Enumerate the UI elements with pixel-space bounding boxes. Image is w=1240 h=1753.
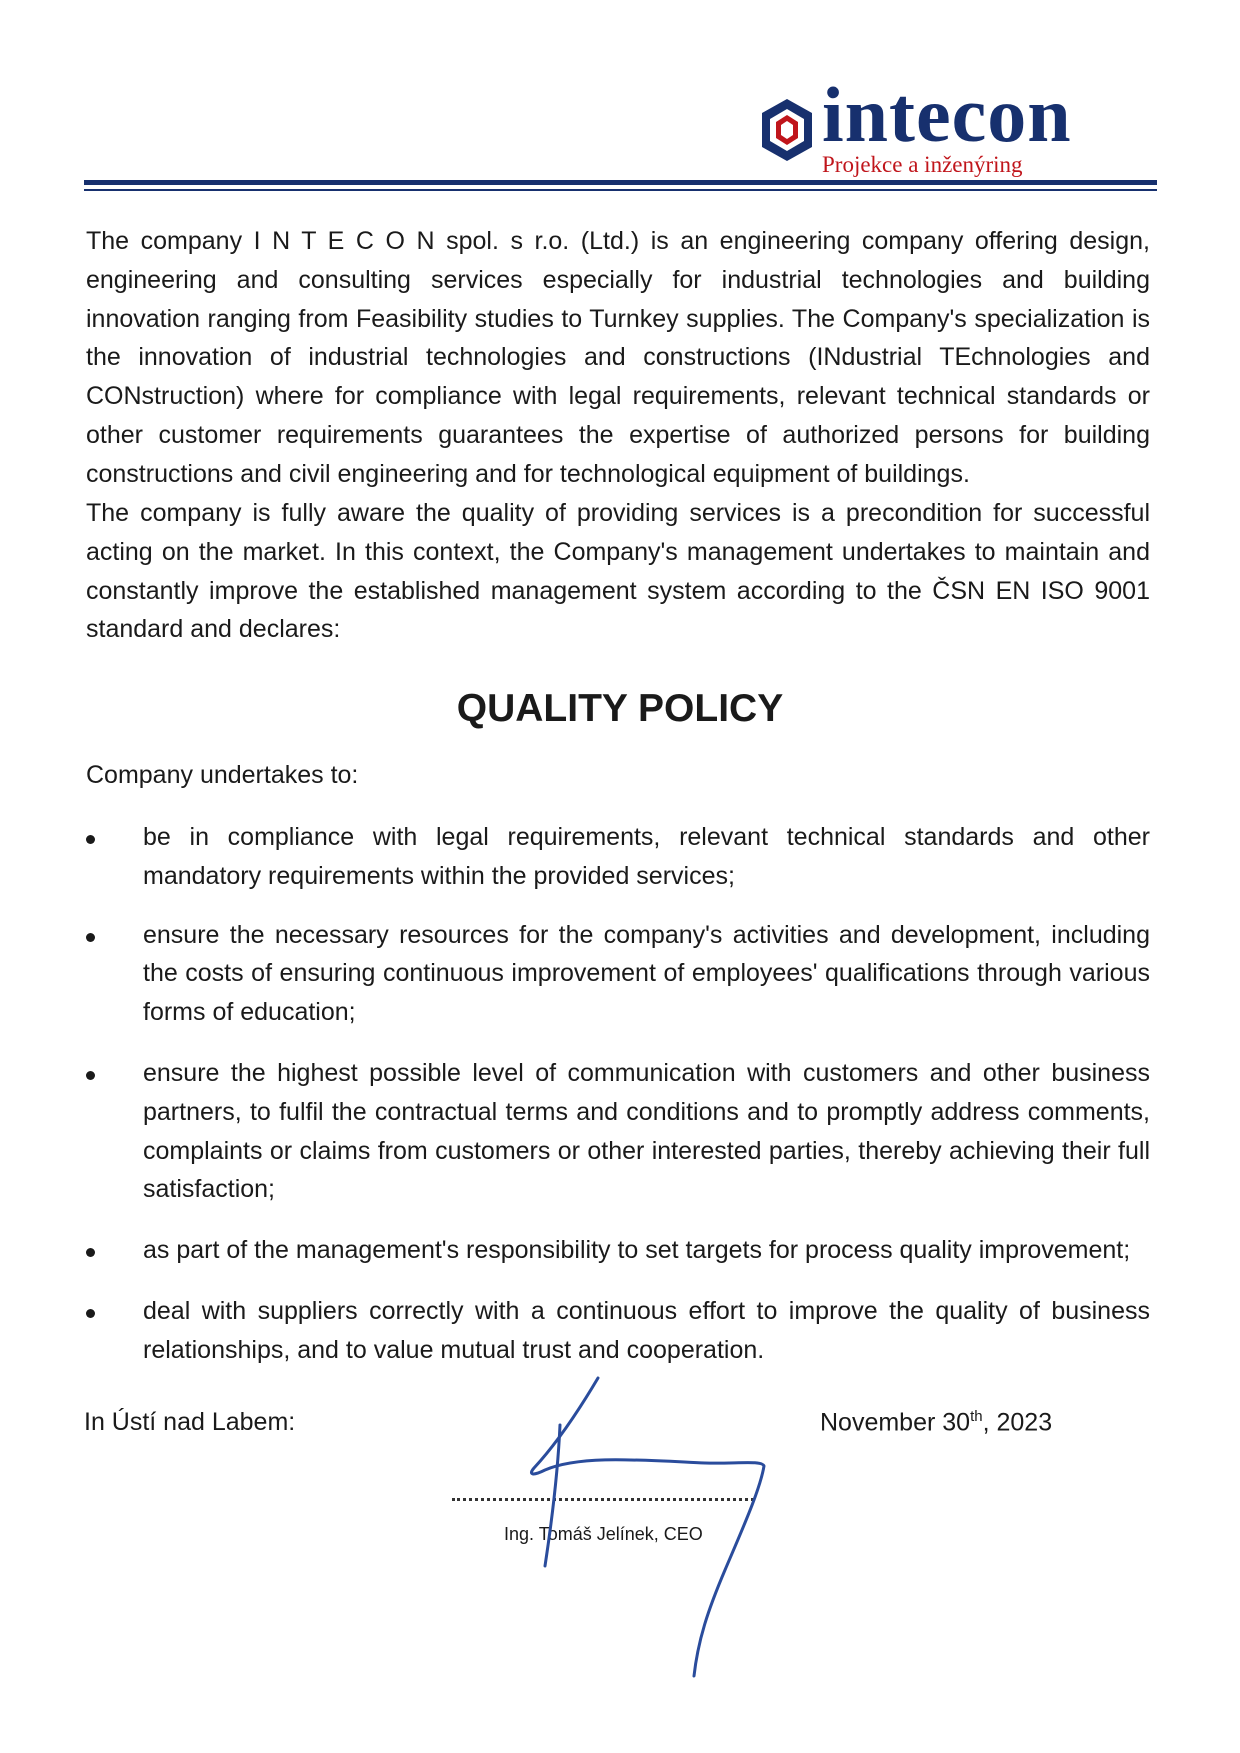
bullet-icon (86, 1071, 95, 1080)
list-item (86, 1292, 1150, 1370)
intro-paragraph: The company I N T E C O N spol. s r.o. (Ltd.) is an engineering company offering design, engineering and consulting services especially for industrial technologies and building innovation ranging from Feasibility studies to Turnkey supplies. The Company's specialization is the innovation of industrial technologies and constructions (INdustrial TEchnologies and CONstruction) where for compliance with legal requirements, relevant technical standards or other customer requirements guarantees the expertise of authorized persons for building constructions and civil engineering and for technological equipment of buildings. (86, 227, 1150, 488)
bullet-icon (86, 933, 95, 942)
list-item (86, 1231, 1150, 1270)
header-rule-thick (84, 180, 1157, 185)
undertakes-intro: Company undertakes to: (86, 761, 359, 789)
list-item (86, 1054, 1150, 1209)
document-title: QUALITY POLICY (456, 687, 784, 730)
signer-name: Ing. Tomáš Jelínek, CEO (504, 1524, 703, 1544)
list-item-text: as part of the management's responsibility to set targets for process quality improvement; (143, 1236, 1131, 1265)
list-item (86, 916, 1150, 1032)
bullet-icon (86, 835, 95, 844)
list-item-text: be in compliance with legal requirements, relevant technical standards and other mandatory requirements within the provided services; (143, 823, 1150, 890)
intro-paragraph: The company is fully aware the quality of providing services is a precondition for successful acting on the market. In this context, the Company's management undertakes to maintain and constantly improve the established management system according to the ČSN EN ISO 9001 standard and declares: (86, 499, 1150, 644)
logo-tagline: Projekce a inženýring (822, 152, 1023, 177)
signing-place: In Ústí nad Labem: (84, 1408, 296, 1436)
hexagon-logo-icon (758, 96, 816, 166)
logo-wordmark: intecon (822, 71, 1072, 158)
bullet-icon (86, 1309, 95, 1318)
company-logo (758, 71, 1072, 182)
list-item-text: ensure the necessary resources for the company's activities and development, including the costs of ensuring continuous improvement of employees' qualifications through various forms of education; (143, 920, 1150, 1027)
signature-line (452, 1498, 754, 1501)
list-item-text: ensure the highest possible level of communication with customers and other business partners, to fulfil the contractual terms and conditions and to promptly address comments, complaints or claims from customers or other interested parties, thereby achieving their full satisfaction; (143, 1058, 1150, 1204)
signing-date: November 30th, 2023 (820, 1408, 1053, 1437)
bullet-icon (86, 1248, 95, 1257)
header-rule-thin (84, 189, 1157, 191)
list-item-text: deal with suppliers correctly with a continuous effort to improve the quality of business relationships, and to value mutual trust and cooperation. (143, 1296, 1150, 1364)
commitments-list (86, 818, 1150, 1370)
list-item (86, 818, 1150, 896)
